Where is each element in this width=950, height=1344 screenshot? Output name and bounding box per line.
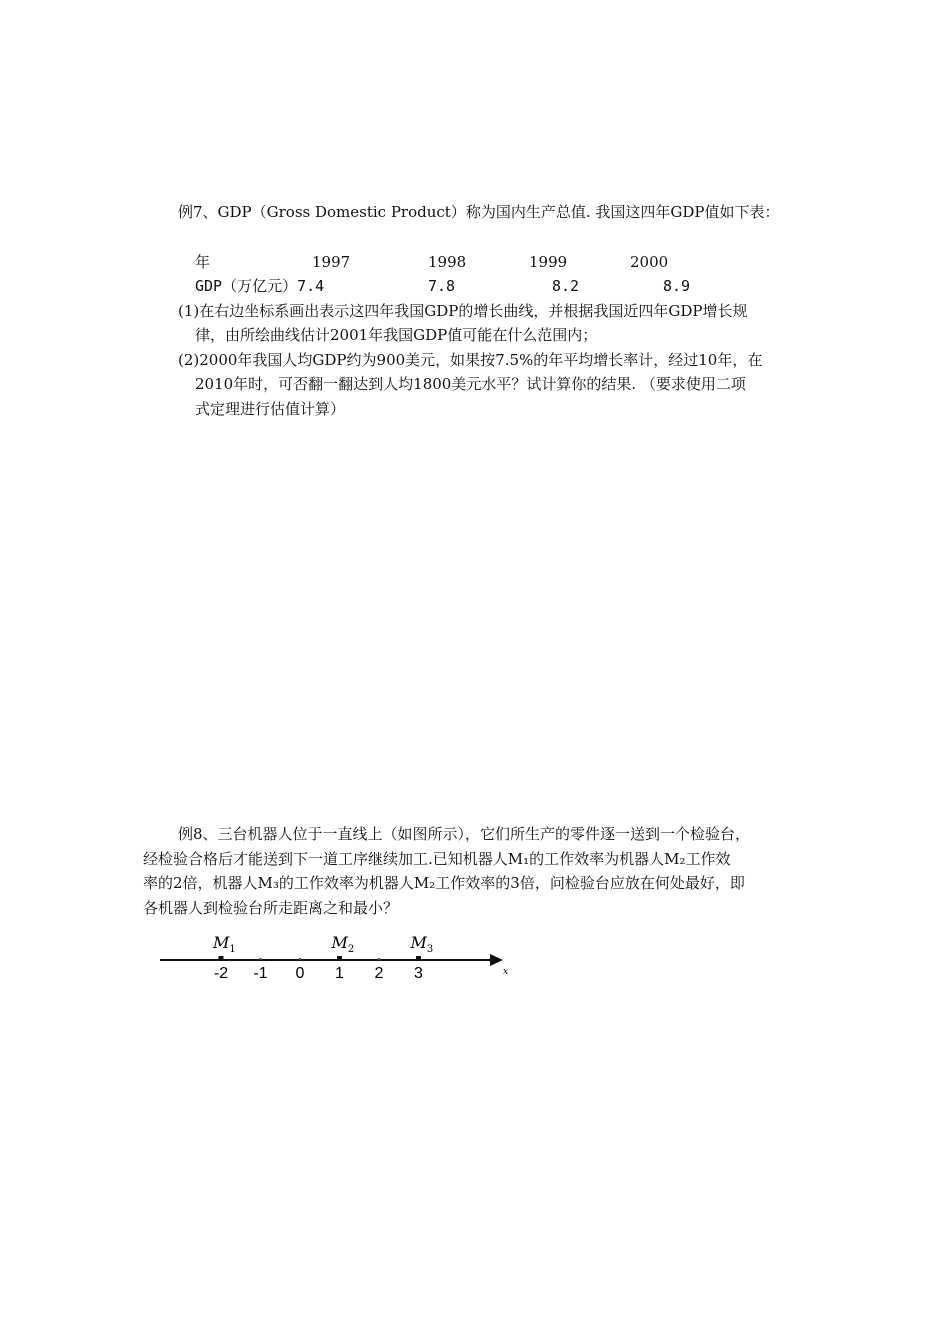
question-2-line-1: (2)2000年我国人均GDP约为900美元，如果按7.5%的年平均增长率计，经过10年，在 — [178, 351, 763, 369]
tick-mark-0 — [299, 958, 301, 960]
robots-layer — [212, 933, 433, 961]
tick-label-3: 3 — [414, 965, 423, 982]
tick-mark-2 — [378, 958, 380, 960]
robot-label-subscript-2: 2 — [347, 944, 355, 955]
robot-label-subscript-1: 1 — [229, 944, 236, 955]
tick-label-2: 2 — [374, 965, 384, 982]
number-line-diagram — [155, 926, 525, 986]
table-header-1999: 1999 — [529, 253, 568, 271]
example8-line-4: 各机器人到检验台所走距离之和最小？ — [143, 899, 399, 917]
robot-marker-1 — [219, 956, 224, 961]
axis-arrowhead — [490, 954, 503, 966]
table-header-year: 年 — [195, 253, 211, 271]
tick-label-1: 1 — [335, 965, 344, 982]
table-header-2000: 2000 — [630, 253, 669, 271]
question-1-line-2: 律，由所绘曲线估计2001年我国GDP值可能在什么范围内； — [195, 326, 598, 344]
tick-label-0: 0 — [295, 965, 305, 982]
question-2-line-3: 式定理进行估值计算） — [195, 400, 346, 418]
robot-label-subscript-3: 3 — [426, 944, 434, 955]
example8-line-1: 例8、三台机器人位于一直线上（如图所示），它们所生产的零件逐一送到一个检验台， — [178, 825, 751, 843]
tick-label--2: -2 — [213, 965, 229, 982]
robot-label-3: $M_3$ — [410, 933, 434, 955]
table-row-gdp-1998: 7.8 — [428, 277, 456, 295]
robot-marker-3 — [416, 956, 421, 961]
tick-mark--1 — [259, 958, 261, 960]
example8-line-2: 经检验合格后才能送到下一道工序继续加工.已知机器人M₁的工作效率为机器人M₂工作效 — [143, 850, 731, 868]
example8-line-3: 率的2倍，机器人M₃的工作效率为机器人M₂工作效率的3倍，问检验台应放在何处最好，即 — [143, 874, 745, 892]
axis-label-x: x — [503, 967, 509, 977]
ticks-layer — [214, 958, 423, 982]
robot-marker-2 — [337, 956, 342, 961]
robot-label-1: $M_1$ — [213, 933, 236, 955]
table-row-gdp-1997: GDP（万亿元）7.4 — [195, 277, 325, 295]
question-2-line-2: 2010年时，可否翻一翻达到人均1800美元水平？试计算你的结果. （要求使用二项 — [195, 375, 746, 393]
tick-label--1: -1 — [253, 965, 268, 982]
table-header-1997: 1997 — [312, 253, 351, 271]
table-row-gdp-1999: 8.2 — [552, 277, 580, 295]
question-1-line-1: (1)在右边坐标系画出表示这四年我国GDP的增长曲线，并根据我国近四年GDP增长规 — [178, 302, 748, 320]
example7-intro: 例7、GDP（Gross Domestic Product）称为国内生产总值. 我国这四年GDP值如下表： — [178, 203, 780, 221]
table-row-gdp-2000: 8.9 — [663, 277, 691, 295]
table-header-1998: 1998 — [428, 253, 467, 271]
robot-label-2: $M_2$ — [331, 933, 355, 955]
